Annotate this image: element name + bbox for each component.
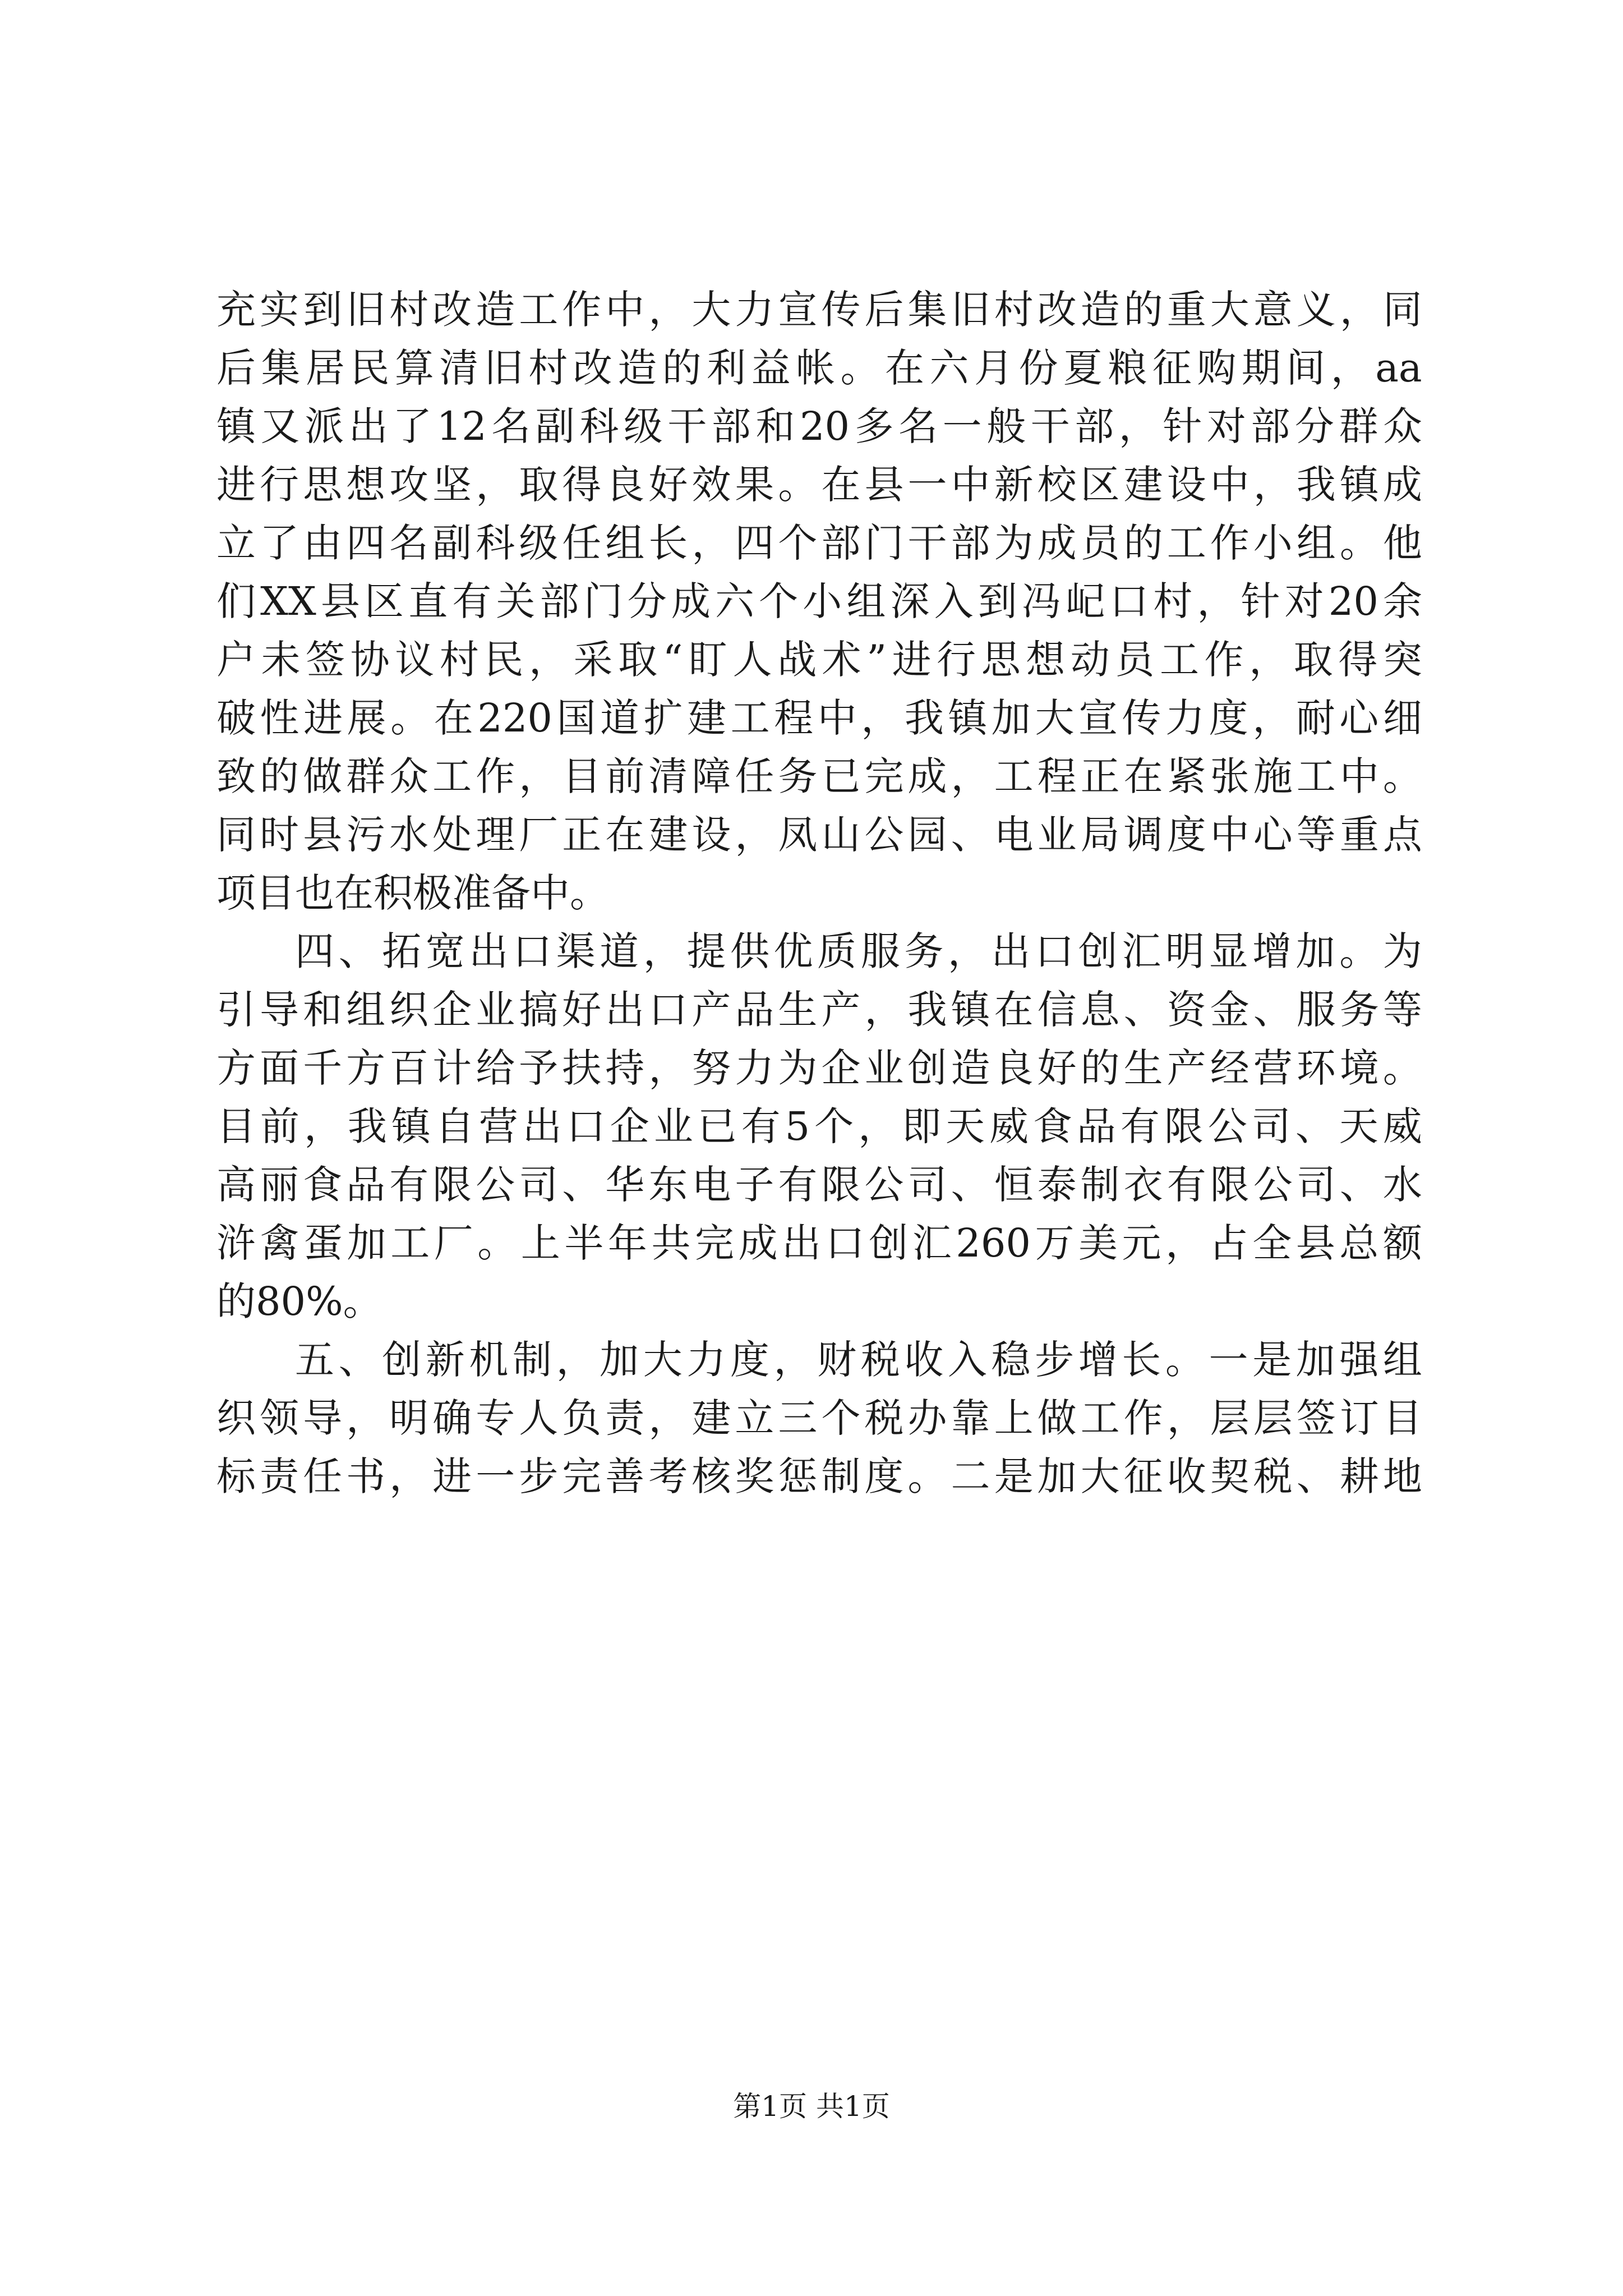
text-line: 户 未 签 协 议 村 民 ， 采 取 “ 盯 人 战 术 ” 进 行 思 想 动 员 工 作 ， 取 得 突 <box>216 637 1422 683</box>
text-line: 后 集 居 民 算 清 旧 村 改 造 的 利 益 帐 。 在 六 月 份 夏 粮 征 购 期 间 ， aa <box>216 345 1422 391</box>
text-line: 项目也在积极准备中。 <box>216 870 609 916</box>
text-line: 标 责 任 书 ， 进 一 步 完 善 考 核 奖 惩 制 度 。 二 是 加 大 征 收 契 税 、 耕 地 <box>216 1453 1422 1499</box>
page-footer: 第1页 共1页 <box>733 2090 890 2123</box>
text-line: 同 时 县 污 水 处 理 厂 正 在 建 设 ， 凤 山 公 园 、 电 业 局 调 度 中 心 等 重 点 <box>216 812 1422 858</box>
text-line: 目 前 ， 我 镇 自 营 出 口 企 业 已 有 5 个 ， 即 天 威 食 品 有 限 公 司 、 天 威 <box>216 1103 1422 1149</box>
text-line: 引 导 和 组 织 企 业 搞 好 出 口 产 品 生 产 ， 我 镇 在 信 息 、 资 金 、 服 务 等 <box>216 987 1422 1033</box>
text-line: 充 实 到 旧 村 改 造 工 作 中 ， 大 力 宣 传 后 集 旧 村 改 造 的 重 大 意 义 ， 同 <box>216 287 1422 333</box>
text-line: 破 性 进 展 。 在 220 国 道 扩 建 工 程 中 ， 我 镇 加 大 宣 传 力 度 ， 耐 心 细 <box>216 695 1422 741</box>
text-line: 织 领 导 ， 明 确 专 人 负 责 ， 建 立 三 个 税 办 靠 上 做 工 作 ， 层 层 签 订 目 <box>216 1395 1422 1441</box>
text-line: 们 XX 县 区 直 有 关 部 门 分 成 六 个 小 组 深 入 到 冯 屺 口 村 ， 针 对 20 余 <box>216 578 1422 624</box>
text-line: 进 行 思 想 攻 坚 ， 取 得 良 好 效 果 。 在 县 一 中 新 校 区 建 设 中 ， 我 镇 成 <box>216 462 1422 508</box>
text-line: 高 丽 食 品 有 限 公 司 、 华 东 电 子 有 限 公 司 、 恒 泰 制 衣 有 限 公 司 、 水 <box>216 1162 1422 1208</box>
text-line: 立 了 由 四 名 副 科 级 任 组 长 ， 四 个 部 门 干 部 为 成 员 的 工 作 小 组 。 他 <box>216 520 1422 566</box>
text-line: 方 面 千 方 百 计 给 予 扶 持 ， 努 力 为 企 业 创 造 良 好 的 生 产 经 营 环 境 。 <box>216 1045 1422 1091</box>
text-line: 镇 又 派 出 了 12 名 副 科 级 干 部 和 20 多 名 一 般 干 部 ， 针 对 部 分 群 众 <box>216 403 1422 449</box>
text-line: 四 、 拓 宽 出 口 渠 道 ， 提 供 优 质 服 务 ， 出 口 创 汇 明 显 增 加 。 为 <box>295 928 1422 974</box>
text-line: 五 、 创 新 机 制 ， 加 大 力 度 ， 财 税 收 入 稳 步 增 长 。 一 是 加 强 组 <box>295 1337 1422 1383</box>
text-line: 的80%。 <box>216 1278 382 1324</box>
text-line: 致 的 做 群 众 工 作 ， 目 前 清 障 任 务 已 完 成 ， 工 程 正 在 紧 张 施 工 中 。 <box>216 753 1422 799</box>
document-body <box>216 280 1422 1506</box>
text-line: 浒 禽 蛋 加 工 厂 。 上 半 年 共 完 成 出 口 创 汇 260 万 美 元 ， 占 全 县 总 额 <box>216 1220 1422 1266</box>
